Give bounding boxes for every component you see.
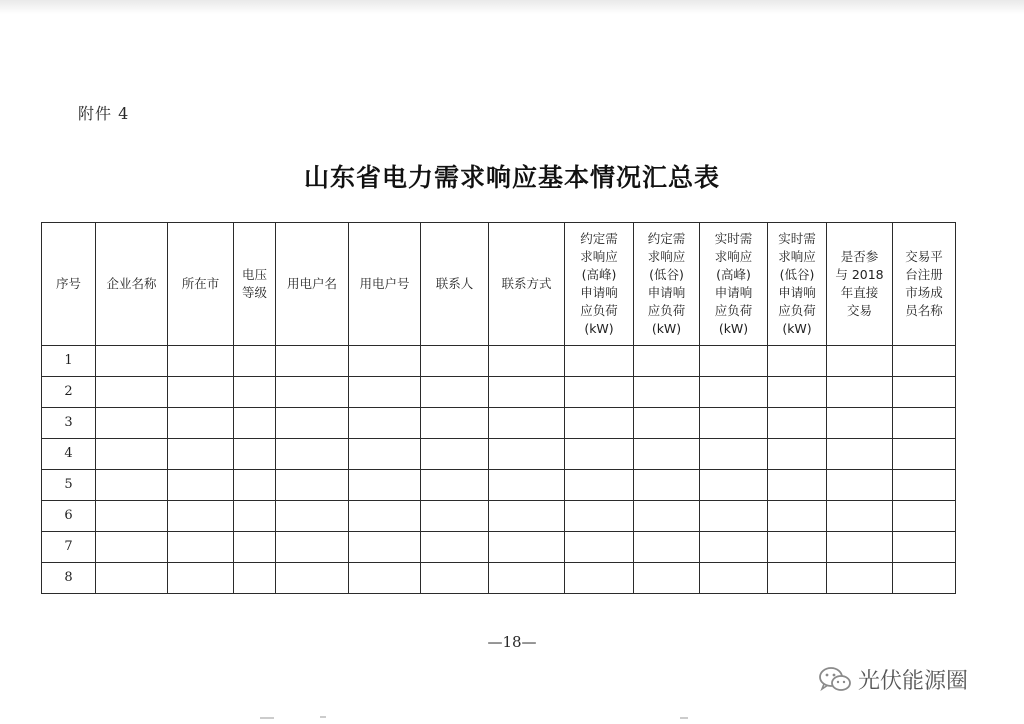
table-cell xyxy=(276,563,349,594)
table-cell xyxy=(276,501,349,532)
row-number: 5 xyxy=(42,470,96,501)
header-cell-contact: 联系人 xyxy=(421,223,489,346)
table-cell xyxy=(168,532,234,563)
table-row xyxy=(42,439,956,470)
table-cell xyxy=(700,470,768,501)
table-cell xyxy=(276,439,349,470)
table-cell xyxy=(565,439,634,470)
table-cell xyxy=(768,501,827,532)
table-cell xyxy=(893,377,956,408)
table-cell xyxy=(276,346,349,377)
row-number: 6 xyxy=(42,501,96,532)
table-cell xyxy=(421,377,489,408)
row-number: 8 xyxy=(42,563,96,594)
table-cell xyxy=(234,532,276,563)
table-cell xyxy=(565,470,634,501)
table-cell xyxy=(768,346,827,377)
table-cell xyxy=(349,470,421,501)
table-cell xyxy=(276,470,349,501)
row-number: 4 xyxy=(42,439,96,470)
row-number: 2 xyxy=(42,377,96,408)
table-cell xyxy=(634,563,700,594)
table-cell xyxy=(234,408,276,439)
table-cell xyxy=(893,408,956,439)
header-cell-realtime-peak: 实时需 求响应 (高峰) 申请响 应负荷 (kW) xyxy=(700,223,768,346)
header-row xyxy=(42,223,956,346)
summary-table xyxy=(41,222,956,594)
table-cell xyxy=(96,532,168,563)
table-cell xyxy=(168,470,234,501)
table-cell xyxy=(700,532,768,563)
header-cell-city: 所在市 xyxy=(168,223,234,346)
table-row xyxy=(42,346,956,377)
table-cell xyxy=(421,439,489,470)
table-cell xyxy=(96,377,168,408)
table-cell xyxy=(634,439,700,470)
table-cell xyxy=(349,501,421,532)
table-cell xyxy=(893,470,956,501)
table-cell xyxy=(489,346,565,377)
header-cell-platform-member: 交易平 台注册 市场成 员名称 xyxy=(893,223,956,346)
table-cell xyxy=(234,346,276,377)
table-cell xyxy=(768,377,827,408)
table-cell xyxy=(827,439,893,470)
table-cell xyxy=(234,439,276,470)
table-cell xyxy=(565,532,634,563)
table-cell xyxy=(634,470,700,501)
table-cell xyxy=(96,563,168,594)
table-cell xyxy=(827,501,893,532)
table-cell xyxy=(893,532,956,563)
table-cell xyxy=(700,501,768,532)
table-cell xyxy=(349,532,421,563)
table-cell xyxy=(96,470,168,501)
table-cell xyxy=(421,501,489,532)
table-cell xyxy=(700,439,768,470)
table-cell xyxy=(168,439,234,470)
table-cell xyxy=(349,408,421,439)
table-cell xyxy=(489,439,565,470)
table-cell xyxy=(276,532,349,563)
attachment-label: 附件 4 xyxy=(78,104,130,123)
table-cell xyxy=(276,408,349,439)
table-cell xyxy=(893,346,956,377)
header-cell-realtime-valley: 实时需 求响应 (低谷) 申请响 应负荷 (kW) xyxy=(768,223,827,346)
table-cell xyxy=(96,408,168,439)
table-cell xyxy=(489,501,565,532)
table-cell xyxy=(768,563,827,594)
table-cell xyxy=(768,439,827,470)
table-cell xyxy=(768,470,827,501)
page-number: —18— xyxy=(487,633,537,651)
table-cell xyxy=(893,439,956,470)
table-cell xyxy=(421,408,489,439)
table-cell xyxy=(168,377,234,408)
header-cell-agreed-peak: 约定需 求响应 (高峰) 申请响 应负荷 (kW) xyxy=(565,223,634,346)
page-top-edge xyxy=(0,0,1024,14)
table-cell xyxy=(700,377,768,408)
table-row xyxy=(42,470,956,501)
table-cell xyxy=(893,563,956,594)
watermark xyxy=(818,664,968,695)
table-cell xyxy=(96,439,168,470)
table-cell xyxy=(634,532,700,563)
table-cell xyxy=(893,501,956,532)
header-cell-direct-trade: 是否参 与 2018 年直接 交易 xyxy=(827,223,893,346)
document-title: 山东省电力需求响应基本情况汇总表 xyxy=(303,163,720,192)
table-cell xyxy=(234,563,276,594)
table-cell xyxy=(634,377,700,408)
table-cell xyxy=(700,563,768,594)
row-number: 7 xyxy=(42,532,96,563)
table-row xyxy=(42,377,956,408)
table-cell xyxy=(168,501,234,532)
header-cell-seq: 序号 xyxy=(42,223,96,346)
header-cell-voltage: 电压 等级 xyxy=(234,223,276,346)
table-cell xyxy=(96,501,168,532)
watermark-text: 光伏能源圈 xyxy=(858,669,969,694)
table-cell xyxy=(234,501,276,532)
table-cell xyxy=(634,501,700,532)
table-row xyxy=(42,563,956,594)
table-cell xyxy=(168,563,234,594)
table-cell xyxy=(349,377,421,408)
table-cell xyxy=(234,470,276,501)
table-cell xyxy=(234,377,276,408)
table-cell xyxy=(827,408,893,439)
table-cell xyxy=(700,408,768,439)
header-cell-account-number: 用电户号 xyxy=(349,223,421,346)
table-row xyxy=(42,408,956,439)
table-cell xyxy=(489,532,565,563)
table-cell xyxy=(349,346,421,377)
table-cell xyxy=(768,532,827,563)
table-cell xyxy=(421,532,489,563)
header-cell-company: 企业名称 xyxy=(96,223,168,346)
header-cell-account-name: 用电户名 xyxy=(276,223,349,346)
header-cell-contact-method: 联系方式 xyxy=(489,223,565,346)
table-cell xyxy=(827,563,893,594)
table-cell xyxy=(349,563,421,594)
table-cell xyxy=(421,470,489,501)
table-cell xyxy=(489,563,565,594)
row-number: 1 xyxy=(42,346,96,377)
table-cell xyxy=(489,408,565,439)
wechat-icon xyxy=(818,666,852,694)
table-cell xyxy=(827,470,893,501)
table-cell xyxy=(489,470,565,501)
table-cell xyxy=(700,346,768,377)
table-cell xyxy=(634,408,700,439)
table-cell xyxy=(768,408,827,439)
table-cell xyxy=(349,439,421,470)
table-cell xyxy=(168,346,234,377)
table-cell xyxy=(827,532,893,563)
table-cell xyxy=(421,346,489,377)
scan-edge-marks xyxy=(260,714,760,720)
table-cell xyxy=(634,346,700,377)
table-cell xyxy=(827,346,893,377)
table-cell xyxy=(96,346,168,377)
table-cell xyxy=(565,501,634,532)
table-cell xyxy=(565,377,634,408)
table-cell xyxy=(421,563,489,594)
header-cell-agreed-valley: 约定需 求响应 (低谷) 申请响 应负荷 (kW) xyxy=(634,223,700,346)
table-row xyxy=(42,532,956,563)
table-row xyxy=(42,501,956,532)
table-cell xyxy=(489,377,565,408)
table-cell xyxy=(276,377,349,408)
table-cell xyxy=(565,346,634,377)
row-number: 3 xyxy=(42,408,96,439)
table-cell xyxy=(168,408,234,439)
table-cell xyxy=(827,377,893,408)
table-cell xyxy=(565,408,634,439)
table-cell xyxy=(565,563,634,594)
